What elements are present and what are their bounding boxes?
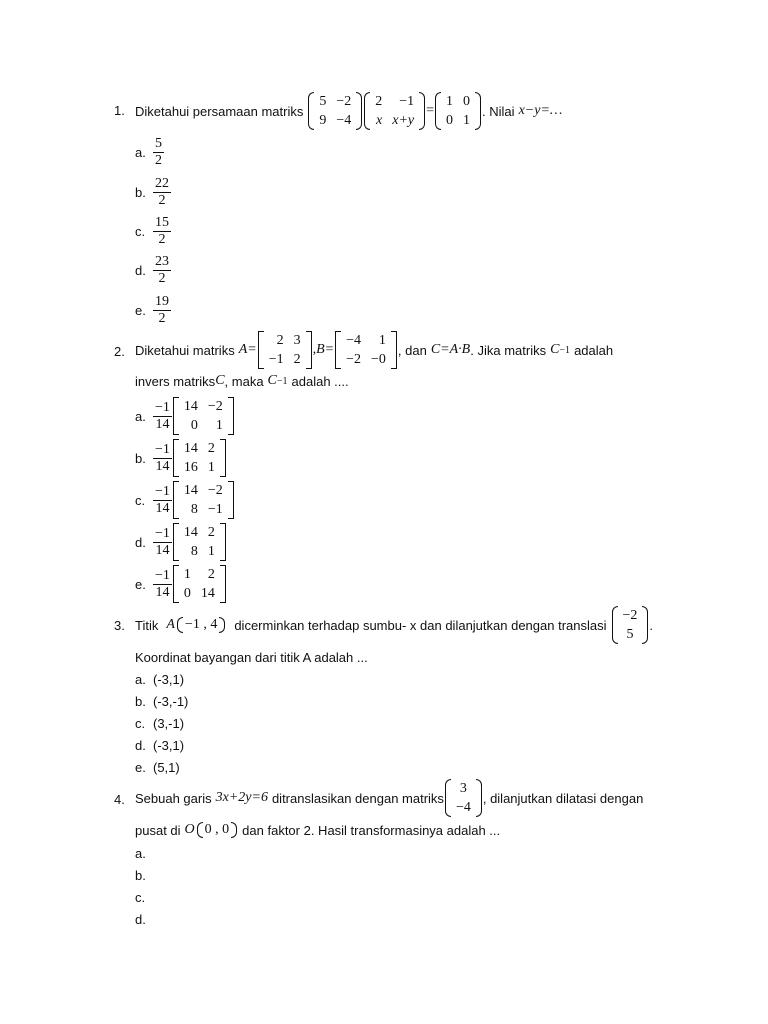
matrix-row bbox=[618, 606, 643, 625]
matrix-cell: x bbox=[376, 113, 383, 128]
matrix-cell: 2 bbox=[207, 441, 215, 456]
numerator: 5 bbox=[155, 136, 162, 151]
numerator: −1 bbox=[155, 483, 170, 499]
bracket-right bbox=[306, 331, 312, 369]
matrix-cell: 8 bbox=[190, 502, 198, 517]
option-1b[interactable] bbox=[135, 176, 171, 209]
matrix-body bbox=[370, 92, 419, 130]
point-coordinates bbox=[177, 617, 225, 633]
fraction bbox=[153, 568, 172, 601]
matrix-a bbox=[258, 331, 312, 369]
question-intro: Sebuah garis bbox=[135, 790, 212, 806]
matrix-b bbox=[335, 331, 397, 369]
matrix-cell: 1 bbox=[183, 567, 191, 582]
option-text: (-3,1) bbox=[153, 738, 185, 753]
matrix-cell: 2 bbox=[276, 333, 284, 348]
option-label: d. bbox=[135, 534, 146, 550]
bracket-right bbox=[228, 481, 234, 519]
option-4a[interactable] bbox=[135, 846, 153, 861]
matrix-cell: −4 bbox=[455, 800, 471, 815]
question-text-tail: . Jika matriks bbox=[470, 342, 547, 358]
option-2a[interactable] bbox=[135, 397, 235, 435]
option-2b[interactable] bbox=[135, 439, 227, 477]
translation-vector bbox=[612, 606, 649, 644]
matrix-cell: −1 bbox=[207, 502, 223, 517]
matrix-body bbox=[618, 606, 643, 644]
option-4c[interactable] bbox=[135, 890, 153, 905]
math-variable: C bbox=[267, 373, 277, 388]
matrix-row bbox=[179, 500, 228, 519]
option-label: e. bbox=[135, 760, 146, 775]
denominator: 14 bbox=[155, 500, 170, 516]
matrix-row bbox=[370, 111, 419, 130]
matrix-row bbox=[179, 523, 220, 542]
option-label: a. bbox=[135, 846, 146, 861]
matrix-row bbox=[451, 779, 476, 798]
question-text-mid: , dan bbox=[397, 342, 427, 358]
question-number: 2. bbox=[114, 344, 125, 359]
point-name: A bbox=[166, 617, 175, 632]
option-label: d. bbox=[135, 263, 146, 278]
question-text: invers matriks bbox=[135, 373, 216, 389]
matrix-cell: 1 bbox=[207, 460, 215, 475]
matrix-cell: 0 bbox=[446, 113, 454, 128]
question-text bbox=[135, 779, 643, 817]
matrix-body bbox=[441, 92, 475, 130]
matrix-body bbox=[451, 779, 476, 817]
matrix-row bbox=[441, 111, 475, 130]
numerator: 23 bbox=[155, 254, 169, 269]
superscript: −1 bbox=[559, 344, 571, 356]
matrix-cell: 9 bbox=[319, 113, 327, 128]
option-text: (-3,1) bbox=[153, 672, 185, 687]
matrix-cell: −2 bbox=[207, 399, 223, 414]
question-tail: . Nilai bbox=[482, 103, 515, 119]
matrix-cell: 16 bbox=[183, 460, 198, 475]
matrix-row bbox=[441, 92, 475, 111]
bracket-right bbox=[475, 92, 481, 130]
question-text-line-2 bbox=[135, 373, 349, 389]
matrix-cell: 3 bbox=[293, 333, 301, 348]
question-intro: Titik bbox=[135, 617, 159, 633]
fraction bbox=[153, 215, 171, 248]
matrix-body bbox=[179, 439, 220, 477]
paren-right bbox=[219, 617, 225, 633]
bracket-right bbox=[356, 92, 362, 130]
denominator: 14 bbox=[155, 584, 170, 600]
option-2d[interactable] bbox=[135, 523, 227, 561]
matrix-cell: −2 bbox=[336, 94, 352, 109]
denominator: 2 bbox=[158, 193, 166, 208]
superscript: −1 bbox=[276, 375, 288, 387]
matrix-cell: 1 bbox=[446, 94, 454, 109]
option-3c[interactable] bbox=[135, 716, 184, 731]
matrix-cell: 14 bbox=[183, 399, 198, 414]
matrix-body bbox=[314, 92, 356, 130]
matrix-cell: x+y bbox=[392, 113, 415, 128]
matrix-row bbox=[179, 481, 228, 500]
matrix-row bbox=[618, 625, 643, 644]
question-text-tail: . bbox=[649, 617, 654, 633]
matrix-cell: 1 bbox=[463, 113, 471, 128]
option-label: c. bbox=[135, 890, 146, 905]
question-text-line-2 bbox=[135, 822, 500, 838]
bracket-right bbox=[419, 92, 425, 130]
matrix-cell: 0 bbox=[183, 586, 191, 601]
matrix bbox=[173, 439, 226, 477]
matrix-body bbox=[179, 397, 228, 435]
matrix-row bbox=[341, 331, 391, 350]
option-3d[interactable] bbox=[135, 738, 184, 753]
line-equation: 3x+2y=6 bbox=[215, 790, 268, 805]
matrix-cell: 0 bbox=[190, 418, 198, 433]
bracket-right bbox=[220, 523, 226, 561]
option-label: d. bbox=[135, 738, 146, 753]
bracket-right bbox=[228, 397, 234, 435]
matrix-cell: 2 bbox=[207, 525, 215, 540]
fraction bbox=[153, 136, 164, 169]
matrix-cell: 3 bbox=[459, 781, 467, 796]
matrix-body bbox=[179, 481, 228, 519]
option-label: a. bbox=[135, 672, 146, 687]
numerator: −1 bbox=[155, 525, 170, 541]
matrix bbox=[173, 397, 234, 435]
denominator: 14 bbox=[155, 542, 170, 558]
equals-sign: = bbox=[426, 103, 435, 118]
matrix-cell: 14 bbox=[183, 525, 198, 540]
question-text: pusat di bbox=[135, 822, 181, 838]
matrix-cell: 5 bbox=[626, 627, 634, 642]
matrix-body bbox=[179, 523, 220, 561]
question-text bbox=[135, 331, 613, 369]
fraction bbox=[153, 400, 172, 433]
numerator: 15 bbox=[155, 215, 169, 230]
bracket-right bbox=[391, 331, 397, 369]
option-label: e. bbox=[135, 303, 146, 318]
question-text: , maka bbox=[224, 373, 264, 389]
denominator: 2 bbox=[158, 232, 166, 247]
matrix-row bbox=[451, 798, 476, 817]
bracket-right bbox=[476, 779, 482, 817]
option-2c[interactable] bbox=[135, 481, 235, 519]
matrix-row bbox=[264, 350, 306, 369]
translation-vector bbox=[445, 779, 482, 817]
option-1e[interactable] bbox=[135, 294, 171, 327]
matrix-cell: 2 bbox=[375, 94, 383, 109]
option-1c[interactable] bbox=[135, 215, 171, 248]
matrix-a-name: A= bbox=[238, 342, 257, 357]
matrix-cell: 8 bbox=[190, 544, 198, 559]
matrix-row bbox=[179, 565, 220, 584]
matrix-row bbox=[264, 331, 306, 350]
denominator: 14 bbox=[155, 458, 170, 474]
matrix-cell: 5 bbox=[319, 94, 327, 109]
question-number: 1. bbox=[114, 103, 125, 118]
origin-coordinates bbox=[197, 822, 238, 838]
denominator: 14 bbox=[155, 416, 170, 432]
option-label: c. bbox=[135, 492, 146, 508]
matrix-row bbox=[179, 458, 220, 477]
matrix-row bbox=[179, 416, 228, 435]
bracket-right bbox=[220, 439, 226, 477]
fraction bbox=[153, 254, 171, 287]
option-label: b. bbox=[135, 694, 146, 709]
matrix bbox=[364, 92, 425, 130]
option-1a[interactable] bbox=[135, 136, 164, 169]
question-text-mid: ditranslasikan dengan matriks bbox=[271, 790, 444, 806]
option-label: c. bbox=[135, 716, 146, 731]
option-text: (-3,-1) bbox=[153, 694, 189, 709]
matrix-cell: −1 bbox=[399, 94, 415, 109]
question-text bbox=[135, 92, 562, 130]
question-intro: Diketahui persamaan matriks bbox=[135, 103, 304, 119]
option-label: b. bbox=[135, 450, 146, 466]
option-label: b. bbox=[135, 185, 146, 200]
option-4b[interactable] bbox=[135, 868, 153, 883]
matrix bbox=[308, 92, 362, 130]
denominator: 2 bbox=[155, 153, 162, 168]
option-4d[interactable] bbox=[135, 912, 153, 927]
option-3a[interactable] bbox=[135, 672, 184, 687]
fraction bbox=[153, 176, 171, 209]
matrix-cell: −2 bbox=[346, 352, 362, 367]
matrix-body bbox=[179, 565, 220, 603]
matrix bbox=[173, 565, 226, 603]
matrix-cell: −1 bbox=[268, 352, 284, 367]
question-text bbox=[135, 606, 653, 644]
question-number: 4. bbox=[114, 792, 125, 807]
coordinate-values: 0 , 0 bbox=[204, 822, 230, 837]
matrix-row bbox=[179, 439, 220, 458]
fraction bbox=[153, 484, 172, 517]
question-text: adalah .... bbox=[291, 373, 349, 389]
question-text-tail: , dilanjutkan dilatasi dengan bbox=[482, 790, 644, 806]
matrix-cell: 14 bbox=[200, 586, 215, 601]
option-label: b. bbox=[135, 868, 146, 883]
option-label: a. bbox=[135, 145, 146, 160]
matrix-row bbox=[179, 397, 228, 416]
option-label: a. bbox=[135, 408, 146, 424]
denominator: 2 bbox=[158, 311, 166, 326]
matrix-cell: 2 bbox=[207, 567, 215, 582]
matrix bbox=[435, 92, 481, 130]
matrix-body bbox=[264, 331, 306, 369]
matrix-row bbox=[179, 584, 220, 603]
matrix-body bbox=[341, 331, 391, 369]
matrix-cell: 14 bbox=[183, 483, 198, 498]
question-text-end: adalah bbox=[574, 342, 614, 358]
option-label: c. bbox=[135, 224, 146, 239]
matrix-cell: −2 bbox=[207, 483, 223, 498]
matrix bbox=[173, 481, 234, 519]
matrix-cell: 2 bbox=[293, 352, 301, 367]
option-3e[interactable] bbox=[135, 760, 180, 775]
matrix-cell: −4 bbox=[336, 113, 352, 128]
matrix-row bbox=[314, 111, 356, 130]
matrix-cell: 14 bbox=[183, 441, 198, 456]
fraction bbox=[153, 442, 172, 475]
matrix-cell: 1 bbox=[378, 333, 386, 348]
question-text-line-2: Koordinat bayangan dari titik A adalah ... bbox=[135, 650, 368, 665]
math-variable: C bbox=[550, 342, 560, 357]
numerator: −1 bbox=[155, 567, 170, 583]
option-2e[interactable] bbox=[135, 565, 227, 603]
fraction bbox=[153, 294, 171, 327]
numerator: −1 bbox=[155, 441, 170, 457]
numerator: 22 bbox=[155, 176, 169, 191]
matrix-b-name: B= bbox=[316, 342, 335, 357]
denominator: 2 bbox=[158, 271, 166, 286]
matrix bbox=[173, 523, 226, 561]
numerator: −1 bbox=[155, 399, 170, 415]
bracket-right bbox=[642, 606, 648, 644]
option-1d[interactable] bbox=[135, 254, 171, 287]
matrix-row bbox=[314, 92, 356, 111]
coordinate-values: −1 , 4 bbox=[184, 617, 218, 632]
matrix-row bbox=[370, 92, 419, 111]
option-text: (3,-1) bbox=[153, 716, 185, 731]
option-3b[interactable] bbox=[135, 694, 188, 709]
question-number: 3. bbox=[114, 618, 125, 633]
option-label: d. bbox=[135, 912, 146, 927]
matrix-cell: 1 bbox=[215, 418, 223, 433]
origin-name: O bbox=[184, 822, 195, 837]
matrix-cell: −4 bbox=[346, 333, 362, 348]
comma: , bbox=[312, 342, 317, 357]
matrix-row bbox=[341, 350, 391, 369]
bracket-right bbox=[220, 565, 226, 603]
numerator: 19 bbox=[155, 294, 169, 309]
option-label: e. bbox=[135, 576, 146, 592]
option-text: (5,1) bbox=[153, 760, 180, 775]
question-intro: Diketahui matriks bbox=[135, 342, 235, 358]
paren-right bbox=[231, 822, 237, 838]
matrix-cell: −2 bbox=[622, 608, 638, 623]
math-variable: C bbox=[215, 373, 225, 388]
math-expression: C=A·B bbox=[430, 342, 471, 357]
matrix-cell: 1 bbox=[207, 544, 215, 559]
matrix-row bbox=[179, 542, 220, 561]
math-expression: x−y=… bbox=[518, 103, 563, 118]
question-text-mid: dicerminkan terhadap sumbu- x dan dilanjutkan dengan translasi bbox=[234, 617, 607, 633]
matrix-cell: 0 bbox=[463, 94, 471, 109]
matrix-cell: −0 bbox=[371, 352, 386, 367]
question-text: dan faktor 2. Hasil transformasinya adalah ... bbox=[242, 822, 501, 838]
fraction bbox=[153, 526, 172, 559]
